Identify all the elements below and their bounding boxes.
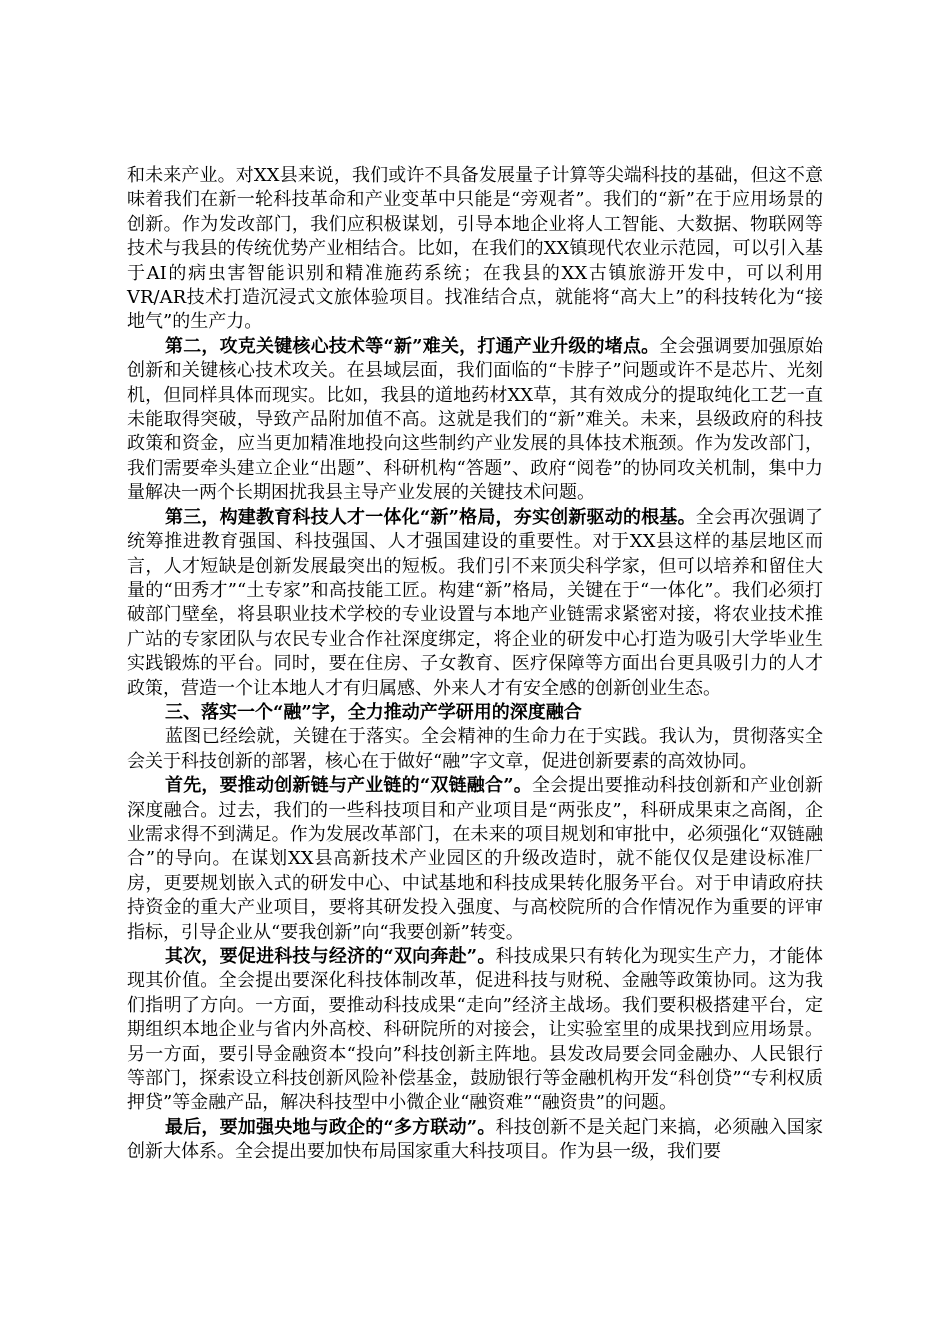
section-heading bbox=[127, 701, 823, 725]
paragraph-final-measure bbox=[127, 1116, 823, 1165]
paragraph-text: 和未来产业。对XX县来说，我们或许不具备发展量子计算等尖端科技的基础，但这不意味着我们在新一轮科技革命和产业变革中只能是“旁观者”。我们的“新”在于应用场景的创新。作为发改部门，我们应积极谋划，引导本地企业将人工智能、大数据、物联网等技术与我县的传统优势产业相结合。比如，在我们的XX镇现代农业示范园，可以引入基于AI的病虫害智能识别和精准施药系统；在我县的XX古镇旅游开发中，可以利用VR/AR技术打造沉浸式文旅体验项目。找准结合点，就能将“高大上”的科技转化为“接地气”的生产力。 bbox=[127, 165, 823, 333]
paragraph-lead: 最后，要加强央地与政企的“多方联动”。 bbox=[165, 1116, 496, 1138]
document-page bbox=[127, 164, 823, 1165]
paragraph-first-measure bbox=[127, 774, 823, 945]
paragraph-text: 科技成果只有转化为现实生产力，才能体现其价值。全会提出要深化科技体制改革，促进科技与财税、金融等政策协同。这为我们指明了方向。一方面，要推动科技成果“走向”经济主战场。我们要积极搭建平台，定期组织本地企业与省内外高校、科研院所的对接会，让实验室里的成果找到应用场景。另一方面，要引导金融资本“投向”科技创新主阵地。县发改局要会同金融办、人民银行等部门，探索设立科技创新风险补偿基金，鼓励银行等金融机构开发“科创贷”“专利权质押贷”等金融产品，解决科技型中小微企业“融资难”“融资贵”的问题。 bbox=[127, 946, 823, 1114]
paragraph-lead: 第三，构建教育科技人才一体化“新”格局，夯实创新驱动的根基。 bbox=[165, 506, 696, 528]
paragraph-text: 全会强调要加强原始创新和关键核心技术攻关。在县域层面，我们面临的“卡脖子”问题或许不是芯片、光刻机，但同样具体而现实。比如，我县的道地药材XX草，其有效成分的提取纯化工艺一直未能取得突破，导致产品附加值不高。这就是我们的“新”难关。未来，县级政府的科技政策和资金，应当更加精准地投向这些制约产业发展的具体技术瓶颈。作为发改部门，我们需要牵头建立企业“出题”、科研机构“答题”、政府“阅卷”的协同攻关机制，集中力量解决一两个长期困扰我县主导产业发展的关键技术问题。 bbox=[127, 335, 823, 504]
paragraph-lead: 首先，要推动创新链与产业链的“双链融合”。 bbox=[165, 775, 532, 797]
paragraph-intro bbox=[127, 725, 823, 774]
paragraph-lead: 其次，要促进科技与经济的“双向奔赴”。 bbox=[165, 946, 496, 967]
paragraph-second-measure bbox=[127, 945, 823, 1116]
paragraph-text: 全会再次强调了统筹推进教育强国、科技强国、人才强国建设的重要性。对于XX县这样的基层地区而言，人才短缺是创新发展最突出的短板。我们引不来顶尖科学家，但可以培养和留住大量的“田秀才”“土专家”和高技能工匠。构建“新”格局，关键在于“一体化”。我们必须打破部门壁垒，将县职业技术学校的专业设置与本地产业链需求紧密对接，将农业技术推广站的专家团队与农民专业合作社深度绑定，将企业的研发中心打造为吸引大学毕业生实践锻炼的平台。同时，要在住房、子女教育、医疗保障等方面出台更具吸引力的人才政策，营造一个让本地人才有归属感、外来人才有安全感的创新创业生态。 bbox=[127, 506, 823, 699]
paragraph-text: 蓝图已经绘就，关键在于落实。全会精神的生命力在于实践。我认为，贯彻落实全会关于科技创新的部署，核心在于做好“融”字文章，促进创新要素的高效协同。 bbox=[127, 726, 823, 772]
paragraph-continuation bbox=[127, 164, 823, 335]
paragraph-text: 科技创新不是关起门来搞，必须融入国家创新大体系。全会提出要加快布局国家重大科技项目。作为县一级，我们要 bbox=[127, 1116, 823, 1163]
section-heading-text: 三、落实一个“融”字，全力推动产学研用的深度融合 bbox=[165, 701, 582, 723]
paragraph-text: 全会提出要推动科技创新和产业创新深度融合。过去，我们的一些科技项目和产业项目是“两张皮”，科研成果束之高阁，企业需求得不到满足。作为发展改革部门，在未来的项目规划和审批中，必须强化“双链融合”的导向。在谋划XX县高新技术产业园区的升级改造时，就不能仅仅是建设标准厂房，更要规划嵌入式的研发中心、中试基地和科技成果转化服务平台。对于申请政府扶持资金的重大产业项目，要将其研发投入强度、与高校院所的合作情况作为重要的评审指标，引导企业从“要我创新”向“我要创新”转变。 bbox=[127, 775, 823, 943]
paragraph-second-point bbox=[127, 335, 823, 506]
paragraph-lead: 第二，攻克关键核心技术等“新”难关，打通产业升级的堵点。 bbox=[165, 335, 660, 357]
paragraph-third-point bbox=[127, 506, 823, 701]
